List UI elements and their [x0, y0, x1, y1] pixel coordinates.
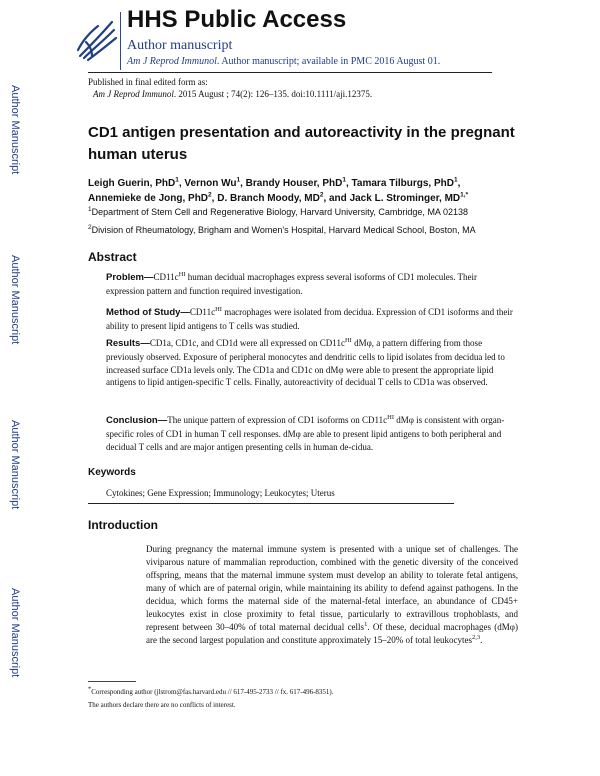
- author-list: Leigh Guerin, PhD$^1$, Vernon Wu$^1$, Brandy Houser, PhD$^1$, Tamara Tilburgs, PhD$^1$, Annemieke de Jong, PhD$^2$, D. Branch Moody, $MD^2$, and Jack L. Strominger, $MD^{1,*}$: [88, 176, 469, 204]
- abstract-problem: $Problem—CD11c^{HI}$ human decidual macrophages express several isoforms of CD1 molecules. Their expression pattern and function required investigation.: [106, 271, 478, 296]
- journal-availability: [127, 56, 440, 67]
- abstract-method: Method of $Study—CD11c^{HI}$ macrophages were isolated from decidua. Expression of CD1 isoforms and their ability to present lipid antigens to T cells was studied.: [106, 306, 513, 331]
- abstract-conclusion: Conclusion—The unique pattern of expression of CD1 isoforms on $CD11c^{HI}$ dMφ is consistent with organ-specific roles of CD1 in human T cell responses. dMφ are able to present lipid antigens to both peripheral and decidual T cells and are major antigen presenting cells in human de-cidua.: [106, 414, 505, 452]
- author-manuscript-label: Author manuscript: [127, 38, 233, 53]
- introduction-paragraph: During pregnancy the maternal immune system is presented with a unique set of challenges. The viviparous nature of mammalian reproduction, combined with the genetic diversity of the conceived offspring, means that the maternal immune system must develop an ability to tolerate fetal antigens, many of which are of paternal origin, while maintaining its ability to defend against pathogens. In the decidua, which forms the maternal side of the maternal-fetal interface, an abundance of CD45+ leukocytes exist in close proximity to fetal tissue, particularly to extravillous trophoblasts, and represent between 30–40% of total maternal decidual cells$^1$. Of these, decidual macrophages (dMφ) are the second largest population and constitute approximately 15–20% of total leukocytes$^{2,3}$.: [146, 544, 518, 645]
- published-citation: Am J Reprod Immunol. 2015 August ; 74(2): 126–135. doi:10.1111/aji.12375.: [93, 89, 373, 99]
- affiliation: $^1$Department of Stem Cell and Regenerative Biology, Harvard University, Cambridge, MA 02138: [88, 206, 468, 217]
- corresponding-author-note: *Corresponding author (jlstrom@fas.harvard.edu // 617-495-2733 // fx. 617-496-8351).: [88, 685, 334, 696]
- side-label-author-manuscript: Author Manuscript: [9, 85, 21, 175]
- hhs-eagle-logo-icon: [72, 12, 120, 66]
- footnotes: [88, 686, 508, 712]
- affiliation: $^2$Division of Rheumatology, Brigham and Women's Hospital, Harvard Medical School, Boston, MA: [88, 224, 476, 235]
- hhs-title: HHS Public Access: [127, 6, 347, 33]
- header-divider: [120, 12, 121, 70]
- conflict-note: The authors declare there are no conflicts of interest.: [88, 701, 236, 709]
- published-label: Published in final edited form as:: [88, 77, 208, 87]
- availability-text: . Author manuscript; available in PMC 2016 August 01.: [216, 56, 441, 67]
- header-rule: [88, 72, 492, 73]
- side-label-author-manuscript: Author Manuscript: [9, 420, 21, 510]
- article-title: CD1 antigen presentation and autoreactivity in the pregnant human uterus: [88, 124, 515, 163]
- keywords-heading: Keywords: [88, 467, 136, 478]
- keywords-list: Cytokines; Gene Expression; Immunology; Leukocytes; Uterus: [106, 488, 335, 498]
- introduction-heading: Introduction: [88, 518, 158, 532]
- keywords-rule: [88, 503, 454, 504]
- journal-abbrev: Am J Reprod Immunol: [127, 56, 217, 67]
- abstract-heading: Abstract: [88, 250, 137, 264]
- abstract-results: Results—CD1a, CD1c, and CD1d were all expressed on $CD11c^{HI}$ dMφ, a pattern differing from those previously observed. Exposure of peripheral monocytes and dendritic cells to lipid isolates from decidua led to increased surface CD1a levels only. The CD1a and CD1c on dMφ were able to present the appropriate lipid antigens to lipid antigen-specific T cells. Finally, autoreactivity of decidual T cells to CD1a was observed.: [106, 337, 505, 388]
- side-label-author-manuscript: Author Manuscript: [9, 255, 21, 345]
- side-label-author-manuscript: Author Manuscript: [9, 588, 21, 678]
- published-info: [88, 76, 372, 100]
- footnote-rule: [88, 681, 136, 682]
